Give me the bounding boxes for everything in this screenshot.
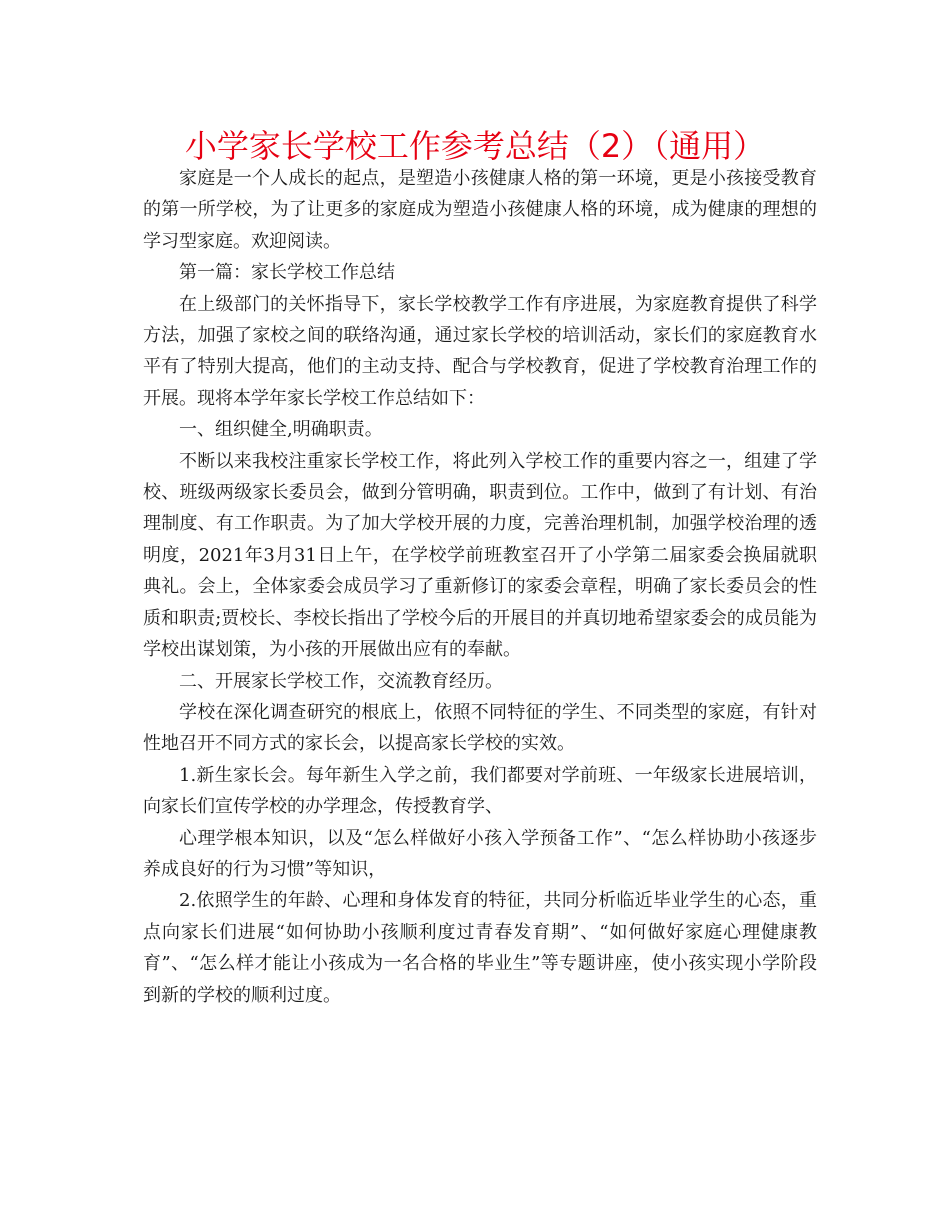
document-body: [143, 163, 817, 1011]
paragraph-intro: 家庭是一个人成长的起点，是塑造小孩健康人格的第一环境，更是小孩接受教育的第一所学校，为了让更多的家庭成为塑造小孩健康人格的环境，成为健康的理想的学习型家庭。欢迎阅读。: [143, 168, 817, 252]
paragraph-item-1-cont: 心理学根本知识，以及“怎么样做好小孩入学预备工作”、“怎么样协助小孩逐步养成良好的行为习惯”等知识，: [143, 827, 817, 880]
document-title: 小学家长学校工作参考总结（2）（通用）: [184, 127, 766, 165]
paragraph-overview: 在上级部门的关怀指导下，家长学校教学工作有序进展，为家庭教育提供了科学方法，加强了家校之间的联络沟通，通过家长学校的培训活动，家长们的家庭教育水平有了特别大提高，他们的主动支持、配合与学校教育，促进了学校教育治理工作的开展。现将本学年家长学校工作总结如下：: [143, 293, 817, 409]
paragraph-research: 学校在深化调查研究的根底上，依照不同特征的学生、不同类型的家庭，有针对性地召开不同方式的家长会，以提高家长学校的实效。: [143, 701, 817, 755]
paragraph-section-heading: 第一篇：家长学校工作总结: [179, 262, 395, 284]
paragraph-heading-2: 二、开展家长学校工作，交流教育经历。: [179, 670, 503, 692]
paragraph-organization: 不断以来我校注重家长学校工作，将此列入学校工作的重要内容之一，组建了学校、班级两级家长委员会，做到分管明确，职责到位。工作中，做到了有计划、有治理制度、有工作职责。为了加大学校开展的力度，完善治理机制，加强学校治理的透明度，2021年3月31日上午，在学校学前班教室召开了小学第二届家委会换届就职典礼。会上，全体家委会成员学习了重新修订的家委会章程，明确了家长委员会的性质和职责;贾校长、李校长指出了学校今后的开展目的并真切地希望家委会的成员能为学校出谋划策，为小孩的开展做出应有的奉献。: [143, 450, 817, 661]
paragraph-heading-1: 一、组织健全,明确职责。: [179, 419, 383, 441]
paragraph-item-1: 1.新生家长会。每年新生入学之前，我们都要对学前班、一年级家长进展培训，向家长们宣传学校的办学理念，传授教育学、: [143, 764, 817, 818]
paragraph-item-2: 2.依照学生的年龄、心理和身体发育的特征，共同分析临近毕业学生的心态，重点向家长们进展“如何协助小孩顺利度过青春发育期”、“如何做好家庭心理健康教育”、“怎么样才能让小孩成为一名合格的毕业生”等专题讲座，使小孩实现小学阶段到新的学校的顺利过度。: [143, 890, 817, 1006]
